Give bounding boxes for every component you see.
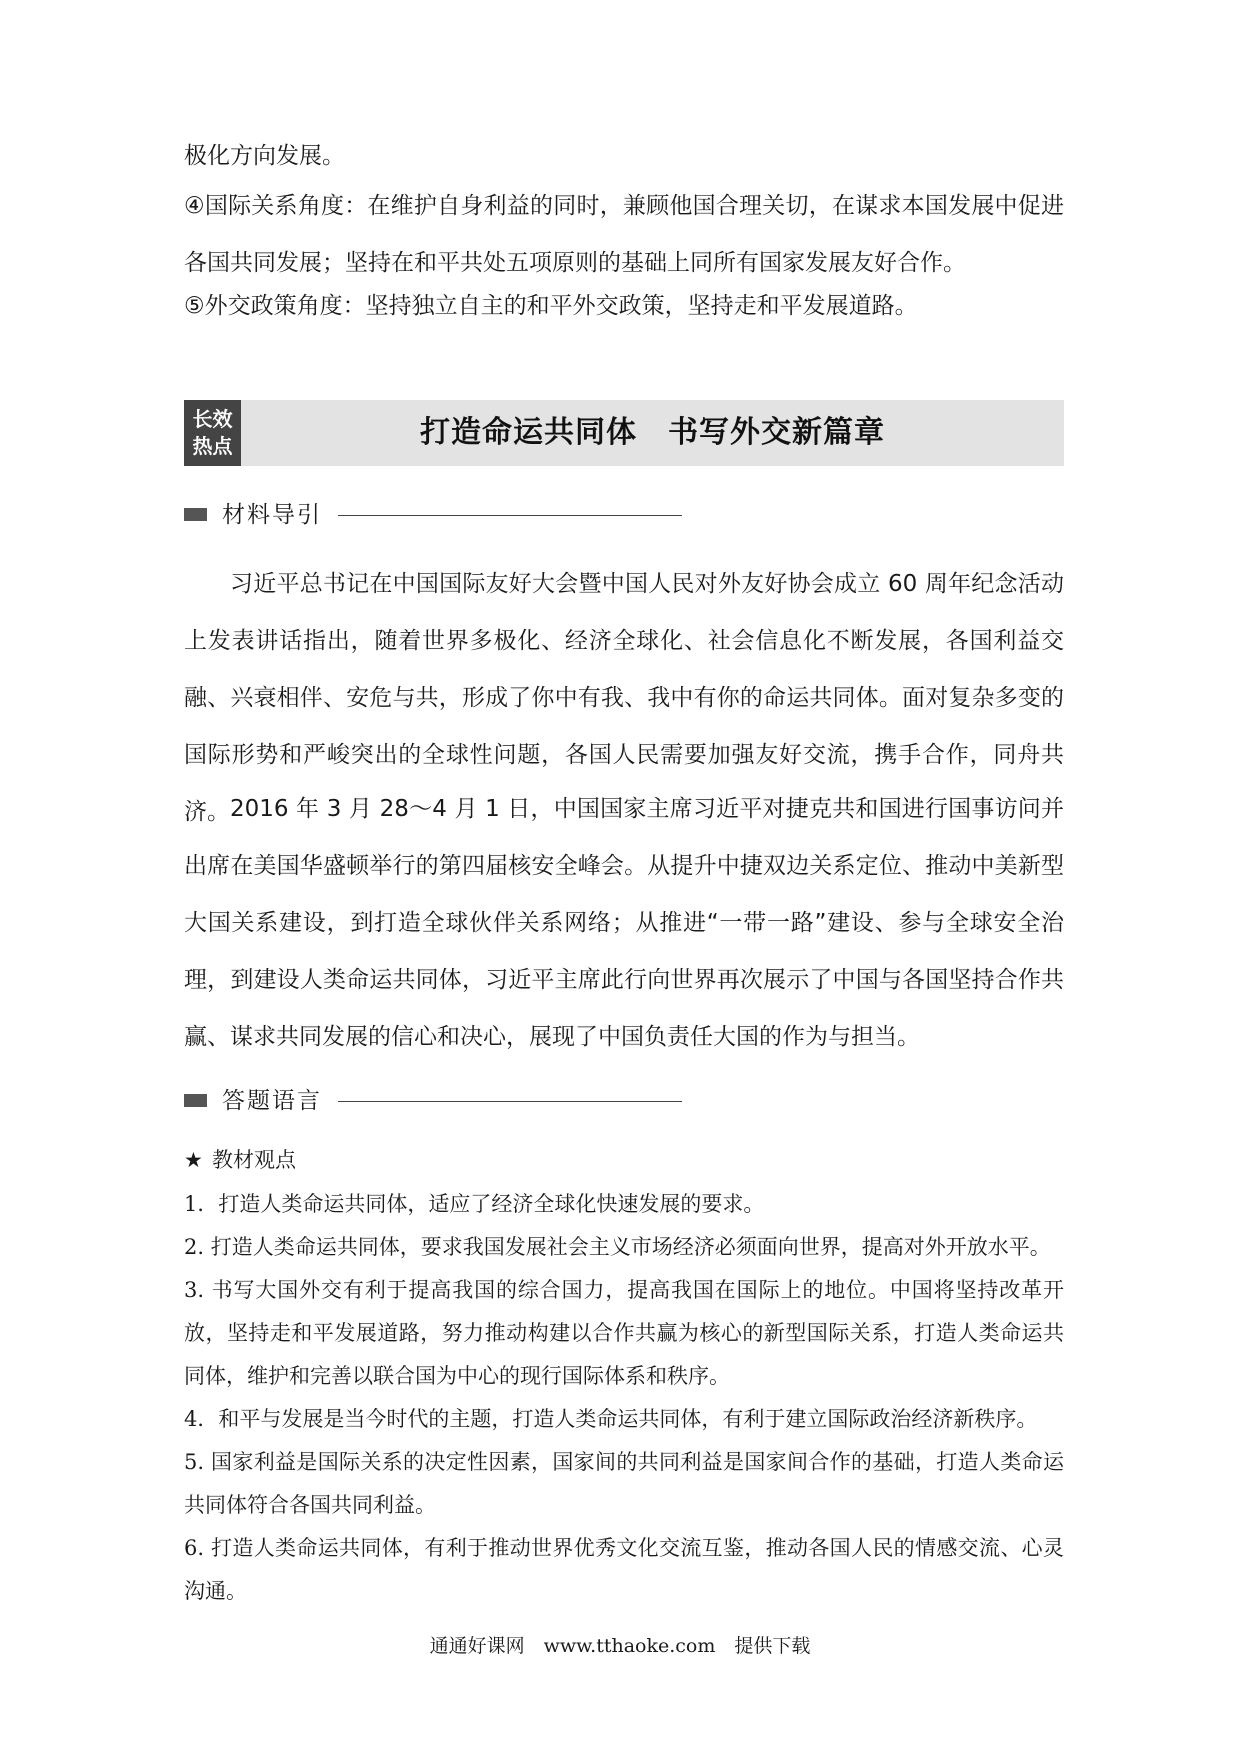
section-label: 材料导引 — [222, 502, 322, 528]
banner-tag-line-2: 热点 — [192, 434, 233, 458]
body-text-international-relations: ④国际关系角度：在维护自身利益的同时，兼顾他国合理关切，在谋求本国发展中促进各国共同发展；坚持在和平共处五项原则的基础上同所有国家发展友好合作。 — [184, 193, 1064, 276]
body-text-continuation: 极化方向发展。 — [184, 143, 345, 169]
document-page — [184, 0, 1064, 1754]
section-heading-material — [184, 495, 704, 535]
banner-tag — [184, 400, 241, 466]
topic-banner — [184, 400, 1064, 466]
list-item: 3. 书写大国外交有利于提高我国的综合国力，提高我国在国际上的地位。中国将坚持改革开放，坚持走和平发展道路，努力推动构建以合作共赢为核心的新型国际关系，打造人类命运共同体，维护和完善以联合国为中心的现行国际体系和秩序。 — [184, 1278, 1064, 1388]
viewpoint-list — [184, 1183, 1064, 1613]
body-text-foreign-policy: ⑤外交政策角度：坚持独立自主的和平外交政策，坚持走和平发展道路。 — [184, 293, 918, 319]
page-footer: 通通好课网 www.tthaoke.com 提供下载 — [429, 1635, 811, 1657]
list-item: 6. 打造人类命运共同体，有利于推动世界优秀文化交流互鉴，推动各国人民的情感交流、心灵沟通。 — [184, 1536, 1064, 1603]
list-item: 2. 打造人类命运共同体，要求我国发展社会主义市场经济必须面向世界，提高对外开放水平。 — [184, 1235, 1051, 1259]
section-square-icon — [184, 1094, 207, 1107]
list-item: 1．打造人类命运共同体，适应了经济全球化快速发展的要求。 — [184, 1192, 765, 1216]
banner-title: 打造命运共同体 书写外交新篇章 — [420, 415, 885, 450]
list-item: 4．和平与发展是当今时代的主题，打造人类命运共同体，有利于建立国际政治经济新秩序。 — [184, 1407, 1038, 1431]
section-square-icon — [184, 508, 207, 521]
star-icon: ★ — [184, 1148, 203, 1172]
subheading-label: 教材观点 — [212, 1148, 296, 1172]
section-divider-line — [338, 1101, 682, 1102]
section-heading-answer — [184, 1081, 704, 1121]
banner-tag-line-1: 长效 — [192, 407, 233, 431]
subheading-textbook-viewpoint — [184, 1140, 1064, 1180]
section-label: 答题语言 — [222, 1088, 322, 1114]
section-divider-line — [338, 515, 682, 516]
material-paragraph-1: 习近平总书记在中国国际友好大会暨中国人民对外友好协会成立 60 周年纪念活动上发表讲话指出，随着世界多极化、经济全球化、社会信息化不断发展，各国利益交融、兴衰相伴、安危与共，形成了你中有我、我中有你的命运共同体。面对复杂多变的国际形势和严峻突出的全球性问题，各国人民需要加强友好交流，携手合作，同舟共济。 — [184, 571, 1064, 825]
material-paragraph-2: 2016 年 3 月 28～4 月 1 日，中国国家主席习近平对捷克共和国进行国事访问并出席在美国华盛顿举行的第四届核安全峰会。从提升中捷双边关系定位、推动中美新型大国关系建设，到打造全球伙伴关系网络；从推进“一带一路”建设、参与全球安全治理，到建设人类命运共同体，习近平主席此行向世界再次展示了中国与各国坚持合作共赢、谋求共同发展的信心和决心，展现了中国负责任大国的作为与担当。 — [184, 796, 1064, 1050]
list-item: 5. 国家利益是国际关系的决定性因素，国家间的共同利益是国家间合作的基础，打造人类命运共同体符合各国共同利益。 — [184, 1450, 1064, 1517]
